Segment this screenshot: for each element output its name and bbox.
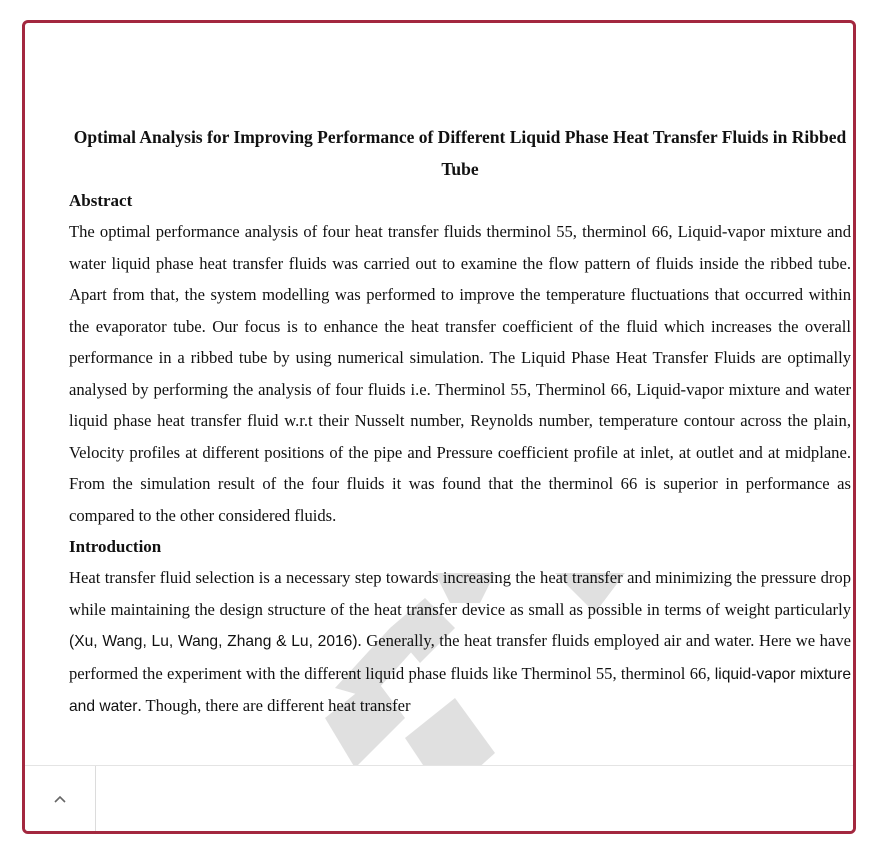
abstract-paragraph: The optimal performance analysis of four heat transfer fluids therminol 55, therminol 66, Liquid-vapor mixture and water liquid phase heat transfer fluids was carried out to examine the flow pattern of fluids inside the ribbed tube. Apart from that, the system modelling was performed to improve the temperature fluctuations that occurred within the evaporator tube. Our focus is to enhance the heat transfer coefficient of the fluid which increases the overall performance in a ribbed tube by using numerical simulation. The Liquid Phase Heat Transfer Fluids are optimally analysed by performing the analysis of four fluids i.e. Therminol 55, Therminol 66, Liquid-vapor mixture and water liquid phase heat transfer fluid w.r.t their Nusselt number, Reynolds number, temperature contour across the plain, Velocity profiles at different positions of the pipe and Pressure coefficient profile at inlet, at outlet and at midplane. From the simulation result of the four fluids it was found that the therminol 66 is superior in performance as compared to the other considered fluids. [69,222,851,525]
introduction-heading: Introduction [69,537,162,556]
scroll-up-button[interactable] [25,766,96,831]
intro-text-part: . Though, there are different heat transfer [137,696,411,715]
intro-text-part: Heat transfer fluid selection is a necessary step towards increasing the heat transfer and minimizing the pressure drop while maintaining the design structure of the heat transfer device as small as possible in terms of weight particularly [69,568,851,619]
intro-mixture-text: liquid-vapor mixture and water [69,665,851,715]
document-viewer [22,20,856,834]
introduction-paragraph [69,562,851,723]
intro-text-part: . Generally, the heat transfer fluids employed air and water. Here we have performed the experiment with the different liquid phase fluids like Therminol 55, therminol 66, [69,631,851,683]
document-title: Optimal Analysis for Improving Performance of Different Liquid Phase Heat Transfer Fluids in Ribbed Tube [73,127,847,179]
document-page [69,121,851,723]
abstract-heading: Abstract [69,191,133,210]
intro-citation: (Xu, Wang, Lu, Wang, Zhang & Lu, 2016) [69,633,358,650]
viewer-footer [25,765,853,831]
chevron-up-icon [53,794,67,804]
